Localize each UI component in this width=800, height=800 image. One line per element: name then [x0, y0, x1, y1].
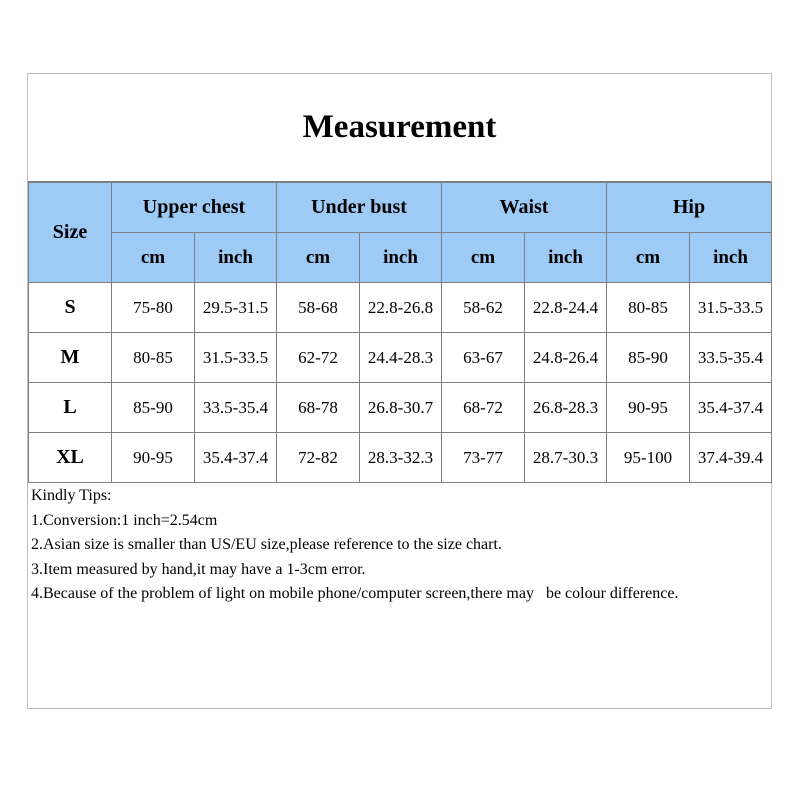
kindly-tips — [31, 484, 766, 607]
chart-title: Measurement — [302, 109, 497, 145]
table-cell: 31.5-33.5 — [195, 333, 277, 383]
table-cell: 26.8-30.7 — [360, 383, 442, 433]
table-cell: 24.4-28.3 — [360, 333, 442, 383]
table-cell: 58-62 — [442, 283, 525, 333]
header-row-units — [29, 233, 772, 283]
title-row — [28, 74, 771, 182]
unit-header: cm — [112, 233, 195, 283]
unit-header: cm — [607, 233, 690, 283]
group-header-upper-chest: Upper chest — [112, 183, 277, 233]
table-cell: 24.8-26.4 — [525, 333, 607, 383]
table-cell: 72-82 — [277, 433, 360, 483]
size-label: M — [29, 333, 112, 383]
tip-item: 2.Asian size is smaller than US/EU size,please reference to the size chart. — [31, 536, 502, 553]
table-cell: 35.4-37.4 — [690, 383, 772, 433]
table-cell: 33.5-35.4 — [690, 333, 772, 383]
size-header: Size — [29, 183, 112, 283]
size-table — [28, 182, 772, 483]
table-cell: 68-72 — [442, 383, 525, 433]
table-cell: 85-90 — [607, 333, 690, 383]
table-cell: 95-100 — [607, 433, 690, 483]
table-cell: 75-80 — [112, 283, 195, 333]
table-row — [29, 383, 772, 433]
group-header-under-bust: Under bust — [277, 183, 442, 233]
table-cell: 80-85 — [607, 283, 690, 333]
table-cell: 22.8-26.8 — [360, 283, 442, 333]
tip-item: 4.Because of the problem of light on mobile phone/computer screen,there may be colour difference. — [31, 585, 679, 602]
tips-heading: Kindly Tips: — [31, 487, 112, 504]
table-cell: 26.8-28.3 — [525, 383, 607, 433]
tip-item: 3.Item measured by hand,it may have a 1-3cm error. — [31, 560, 366, 578]
unit-header: inch — [195, 233, 277, 283]
table-cell: 22.8-24.4 — [525, 283, 607, 333]
table-cell: 35.4-37.4 — [195, 433, 277, 483]
unit-header: inch — [525, 233, 607, 283]
table-cell: 63-67 — [442, 333, 525, 383]
group-header-waist: Waist — [442, 183, 607, 233]
unit-header: cm — [277, 233, 360, 283]
size-chart — [27, 73, 772, 709]
tip-item: 1.Conversion:1 inch=2.54cm — [31, 511, 218, 529]
size-label: L — [29, 383, 112, 433]
table-cell: 29.5-31.5 — [195, 283, 277, 333]
table-cell: 62-72 — [277, 333, 360, 383]
table-cell: 90-95 — [607, 383, 690, 433]
table-cell: 37.4-39.4 — [690, 433, 772, 483]
unit-header: inch — [690, 233, 772, 283]
table-cell: 28.3-32.3 — [360, 433, 442, 483]
table-cell: 68-78 — [277, 383, 360, 433]
table-row — [29, 433, 772, 483]
table-cell: 58-68 — [277, 283, 360, 333]
table-row — [29, 333, 772, 383]
table-cell: 31.5-33.5 — [690, 283, 772, 333]
table-cell: 28.7-30.3 — [525, 433, 607, 483]
table-cell: 73-77 — [442, 433, 525, 483]
table-cell: 90-95 — [112, 433, 195, 483]
size-label: XL — [29, 433, 112, 483]
unit-header: inch — [360, 233, 442, 283]
table-cell: 85-90 — [112, 383, 195, 433]
size-label: S — [29, 283, 112, 333]
group-header-hip: Hip — [607, 183, 772, 233]
table-row — [29, 283, 772, 333]
unit-header: cm — [442, 233, 525, 283]
table-cell: 80-85 — [112, 333, 195, 383]
table-cell: 33.5-35.4 — [195, 383, 277, 433]
header-row-groups — [29, 183, 772, 233]
